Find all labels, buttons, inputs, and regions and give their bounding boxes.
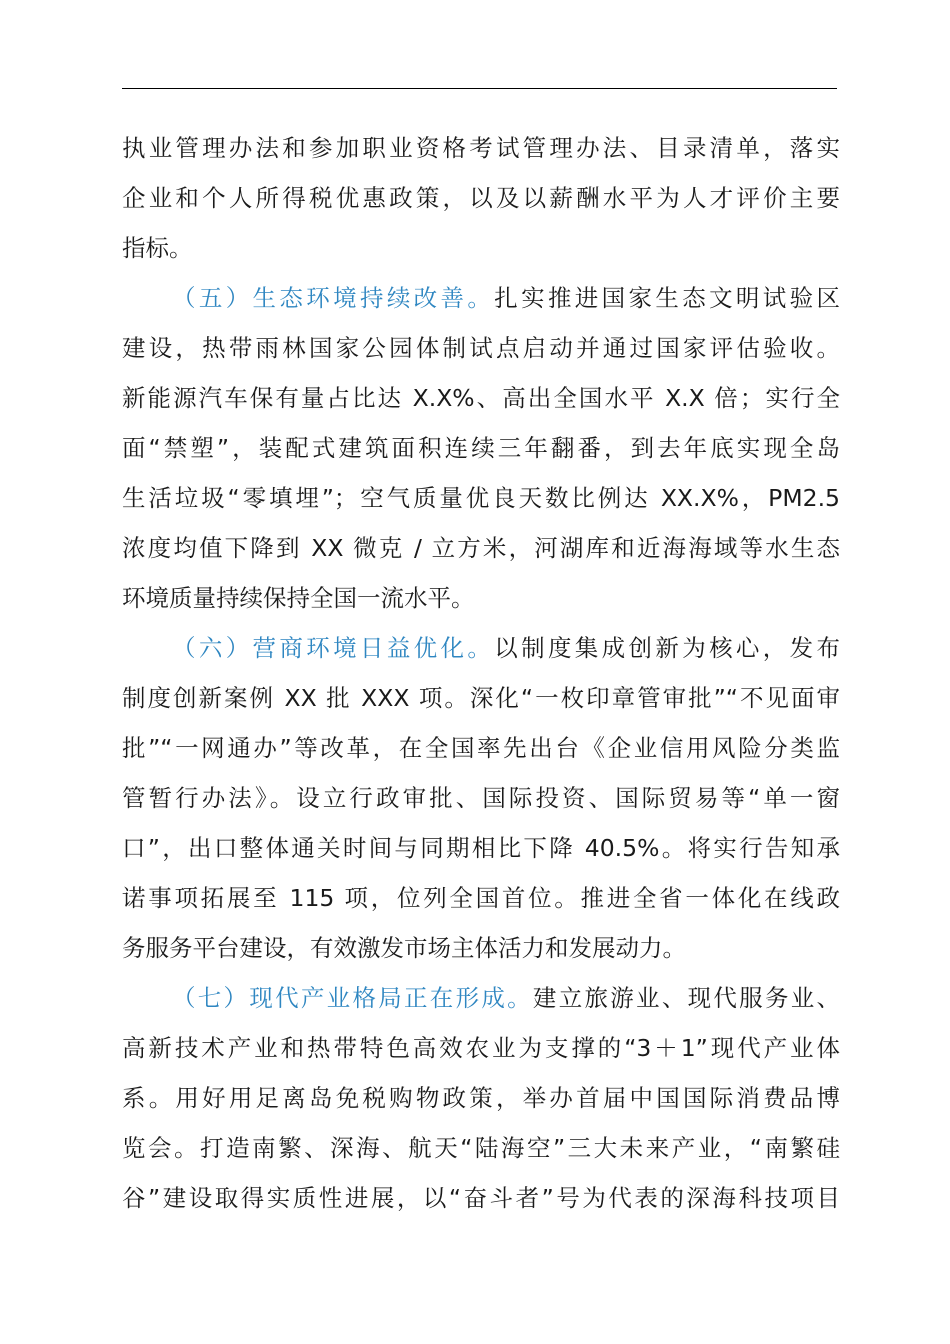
text-line: 面“禁塑”，装配式建筑面积连续三年翻番，到去年底实现全岛 <box>122 434 840 462</box>
header-rule <box>122 88 837 89</box>
text-line: 口”，出口整体通关时间与同期相比下降 40.5%。将实行告知承 <box>122 834 840 862</box>
text-line: 新能源汽车保有量占比达 X.X%、高出全国水平 X.X 倍；实行全 <box>122 384 840 412</box>
text-line: 批”“一网通办”等改革，在全国率先出台《企业信用风险分类监 <box>122 734 840 762</box>
text-line: 管暂行办法》。设立行政审批、国际投资、国际贸易等“单一窗 <box>122 784 840 812</box>
paragraph-first-line <box>122 973 840 1023</box>
section-heading-seven: （七）现代产业格局正在形成。 <box>172 984 533 1012</box>
text-line: 系。用好用足离岛免税购物政策，举办首届中国国际消费品博 <box>122 1084 840 1112</box>
paragraph-first-line <box>122 623 840 673</box>
text-line: 务服务平台建设，有效激发市场主体活力和发展动力。 <box>122 934 686 962</box>
text-line: 览会。打造南繁、深海、航天“陆海空”三大未来产业，“南繁硅 <box>122 1134 840 1162</box>
section-heading-five: （五）生态环境持续改善。 <box>172 284 495 312</box>
text-line: 高新技术产业和热带特色高效农业为支撑的“3＋1”现代产业体 <box>122 1034 840 1062</box>
text-line: 浓度均值下降到 XX 微克 / 立方米，河湖库和近海海域等水生态 <box>122 534 840 562</box>
text-line: 生活垃圾“零填埋”；空气质量优良天数比例达 XX.X%，PM2.5 <box>122 484 840 512</box>
text-line: 执业管理办法和参加职业资格考试管理办法、目录清单，落实 <box>122 134 840 162</box>
text-line: 谷”建设取得实质性进展，以“奋斗者”号为代表的深海科技项目 <box>122 1184 840 1212</box>
text-line: 建设，热带雨林国家公园体制试点启动并通过国家评估验收。 <box>122 334 840 362</box>
text-line: 指标。 <box>122 234 193 262</box>
section-heading-six: （六）营商环境日益优化。 <box>172 634 495 662</box>
paragraph-first-line <box>122 273 840 323</box>
document-body <box>122 123 840 1223</box>
text-line: 制度创新案例 XX 批 XXX 项。深化“一枚印章管审批”“不见面审 <box>122 684 840 712</box>
text-line: 诺事项拓展至 115 项，位列全国首位。推进全省一体化在线政 <box>122 884 840 912</box>
text-line: 环境质量持续保持全国一流水平。 <box>122 584 475 612</box>
text-run: 扎实推进国家生态文明试验区 <box>494 284 840 312</box>
text-run: 建立旅游业、现代服务业、 <box>532 984 841 1012</box>
text-line: 企业和个人所得税优惠政策，以及以薪酬水平为人才评价主要 <box>122 184 840 212</box>
text-run: 以制度集成创新为核心，发布 <box>494 634 840 662</box>
